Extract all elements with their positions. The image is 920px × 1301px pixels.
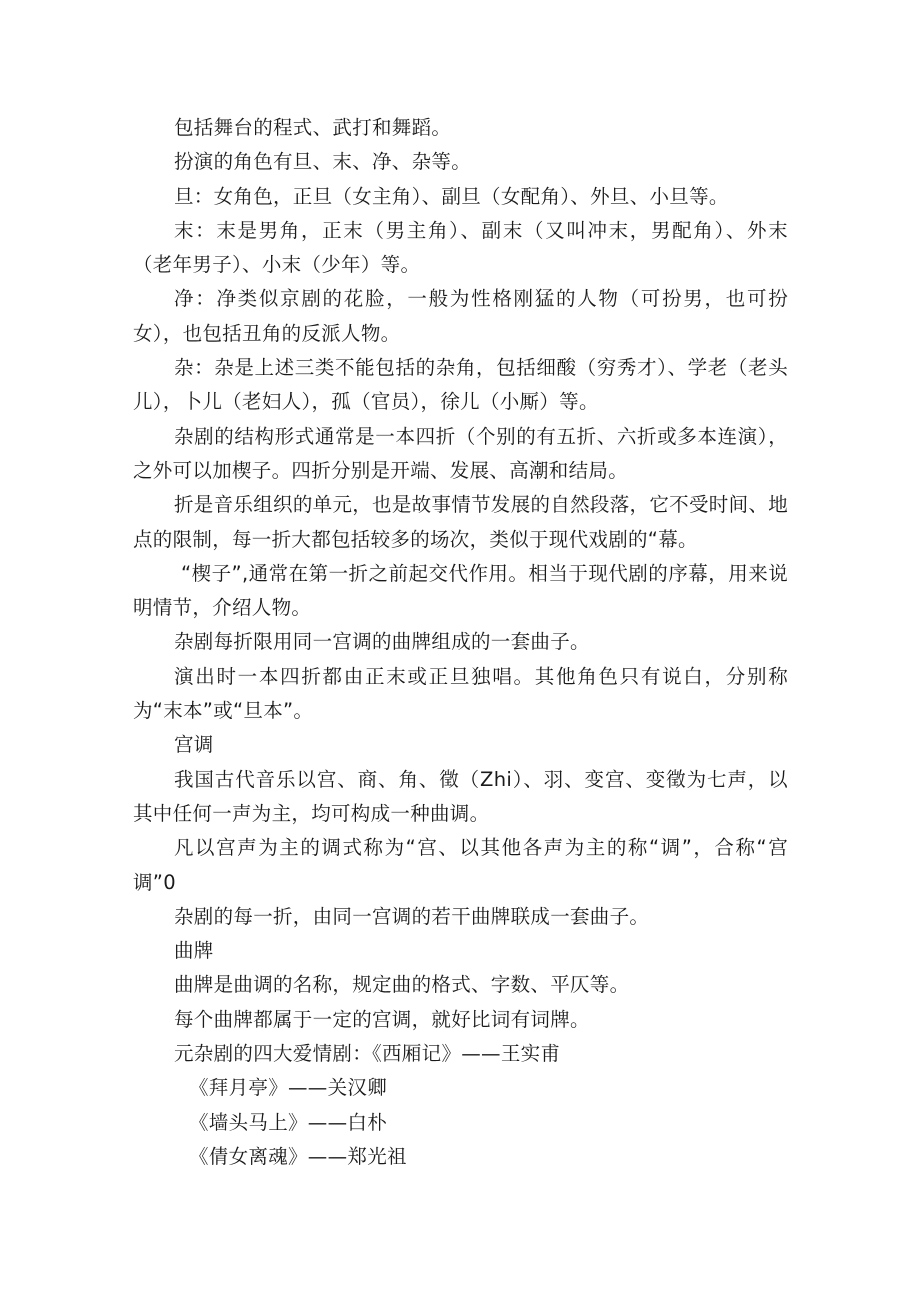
work-line-giannvlihun: 《倩女离魂》——郑光祖 [189,1144,407,1168]
document-body [133,111,788,1174]
paragraph-6: 杂：杂是上述三类不能包括的杂角，包括细酸（穷秀才）、学老（老头儿），卜儿（老妇人），孤（官员），徐儿（小厮）等。 [133,356,788,414]
paragraph-8: 折是音乐组织的单元，也是故事情节发展的自然段落，它不受时间、地点的限制，每一折大都包括较多的场次，类似于现代戏剧的“幕。 [133,493,788,551]
paragraph-4: 末：末是男角，正末（男主角）、副末（又叫冲末，男配角）、外末（老年男子）、小末（少年）等。 [133,218,788,277]
paragraph-18: 每个曲牌都属于一定的宫调，就好比词有词牌。 [174,1007,590,1031]
paragraph-5: 净：净类似京剧的花脸，一般为性格刚猛的人物（可扮男，也可扮女），也包括丑角的反派人物。 [133,287,788,345]
paragraph-15: 杂剧的每一折，由同一宫调的若干曲牌联成一套曲子。 [174,904,650,928]
section-heading-qupai: 曲牌 [174,939,214,963]
paragraph-2: 扮演的角色有旦、末、净、杂等。 [174,150,472,174]
paragraph-11: 演出时一本四折都由正末或正旦独唱。其他角色只有说白，分别称为“末本”或“旦本”。 [133,664,788,723]
work-line-baiyueting: 《拜月亭》——关汉卿 [189,1076,387,1100]
paragraph-19: 元杂剧的四大爱情剧：《西厢记》——王实甫 [174,1042,561,1066]
paragraph-13: 我国古代音乐以宫、商、角、徵（Zhi）、羽、变宫、变徵为七声，以其中任何一声为主，均可构成一种曲调。 [133,767,788,825]
paragraph-17: 曲牌是曲调的名称，规定曲的格式、字数、平仄等。 [174,973,630,997]
paragraph-7: 杂剧的结构形式通常是一本四折（个别的有五折、六折或多本连演），之外可以加楔子。四折分别是开端、发展、高潮和结局。 [133,424,788,482]
paragraph-3: 旦：女角色，正旦（女主角）、副旦（女配角）、外旦、小旦等。 [174,184,729,208]
paragraph-10: 杂剧每折限用同一宫调的曲牌组成的一套曲子。 [174,630,590,654]
paragraph-9: “楔子”,通常在第一折之前起交代作用。相当于现代剧的序幕，用来说明情节，介绍人物。 [133,561,788,620]
paragraph-14: 凡以宫声为主的调式称为“宫、以其他各声为主的称“调”，合称“宫调”0 [133,836,788,894]
work-line-qiangtoumashang: 《墙头马上》——白朴 [189,1110,387,1134]
paragraph-1: 包括舞台的程式、武打和舞蹈。 [174,116,452,139]
section-heading-gongdiao: 宫调 [174,733,214,757]
